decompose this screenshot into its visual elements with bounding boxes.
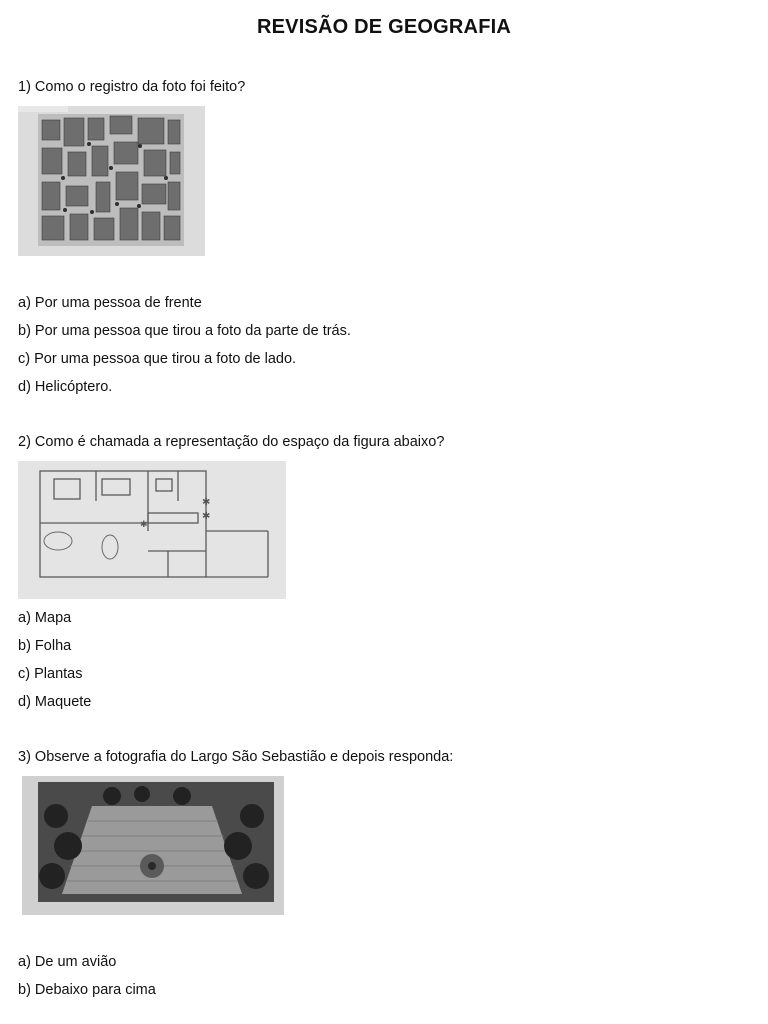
aerial-city-blocks-image (18, 106, 205, 256)
question-2-option-b: b) Folha (18, 638, 72, 654)
question-2-option-d: d) Maquete (18, 694, 92, 710)
question-3-option-b: b) Debaixo para cima (18, 982, 156, 998)
question-2-prompt: 2) Como é chamada a representação do espaço da figura abaixo? (18, 434, 445, 450)
svg-text:✱: ✱ (202, 497, 211, 508)
question-3-option-a: a) De um avião (18, 954, 117, 970)
page-title: REVISÃO DE GEOGRAFIA (256, 16, 512, 38)
svg-text:✱: ✱ (202, 511, 211, 522)
house-floor-plan-image (18, 461, 286, 599)
question-2-option-c: c) Plantas (18, 666, 83, 682)
question-1-option-c: c) Por uma pessoa que tirou a foto de lado. (18, 351, 297, 367)
question-3-prompt: 3) Observe a fotografia do Largo São Sebastião e depois responda: (18, 749, 454, 765)
svg-text:✱: ✱ (140, 520, 148, 530)
question-1-prompt: 1) Como o registro da foto foi feito? (18, 79, 246, 95)
question-1-option-a: a) Por uma pessoa de frente (18, 295, 202, 311)
question-2-option-a: a) Mapa (18, 610, 72, 626)
largo-sao-sebastiao-image (22, 776, 284, 915)
question-1-option-d: d) Helicóptero. (18, 379, 113, 395)
question-1-option-b: b) Por uma pessoa que tirou a foto da parte de trás. (18, 323, 351, 339)
